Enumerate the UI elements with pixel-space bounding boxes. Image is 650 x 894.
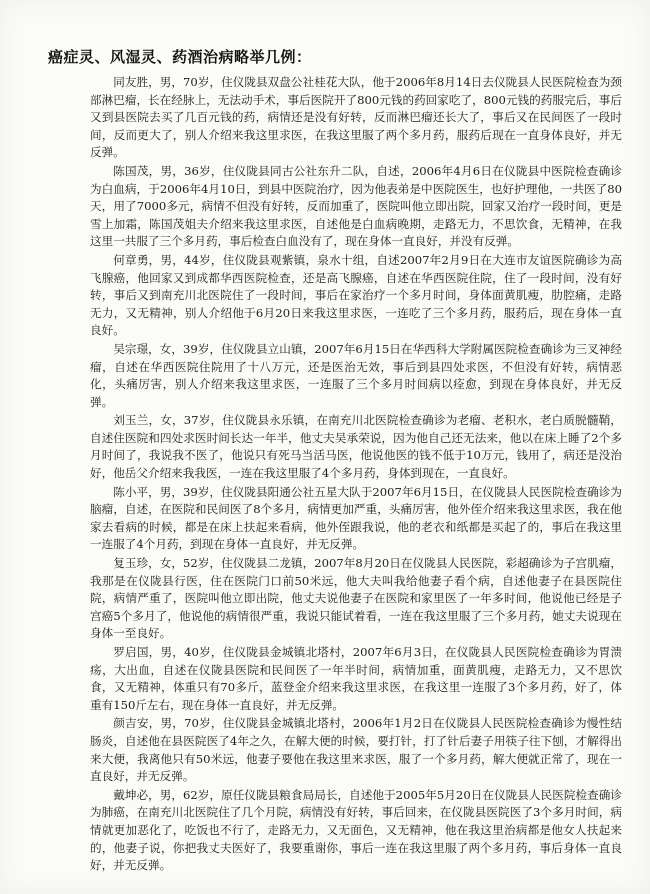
- case-paragraph: 陈小平，男，39岁，住仪陇县阳通公社五星大队于2007年6月15日，在仪陇县人民医院检查确诊为脑瘤，自述，在医院和民间医了8个多月，病情更加严重，头痛厉害，他外侄介绍来我这里求医，我在他家去看病的时候，都是在床上扶起来看病，他外侄跟我说，他的老衣和纸都是买起了的，事后在我这里一连服了4个月药，到现在身体一直良好，并无反弹。: [90, 484, 622, 552]
- case-paragraph: 颜吉安，男，70岁，住仪陇县金城镇北塔村，2006年1月2日在仪陇县人民医院检查确诊为慢性结肠炎，自述他在县医院医了4年之久，在解大便的时候，要打针，打了针后妻子用筷子往下刨，才解得出来大便，我离他只有50米远，他妻子要他在我这里来求医，服了一个多月药，解大便就正常了，现在一直良好，并无反弹。: [90, 716, 622, 784]
- case-paragraph: 陈国茂，男，36岁，住仪陇县同古公社东升二队，自述，2006年4月6日在仪陇县中医院检查确诊为白血病，于2006年4月10日，到县中医院治疗，因为他表弟是中医院医生，也好护理他，一共医了80天，用了7000多元，病情不但没有好转，反而加重了，医院叫他立即出院，回家又治疗一段时间，更是雪上加霜，陈国茂姐夫介绍来我这里求医，自述他是白血病晚期，走路无力，不思饮食，无精神，在我这里一共服了三个多月药，事后检查白血没有了，现在身体一直良好，并没有反弹。: [90, 163, 622, 249]
- case-paragraph: 罗启国，男，40岁，住仪陇县金城镇北塔村，2007年6月3日，在仪陇县人民医院检查确诊为胃溃疡，大出血，自述在仪陇县医院和民间医了一年半时间，病情加重，面黄肌瘦，走路无力，又不思饮食，又无精神，体重只有70多斤，蓝登金介绍来我这里求医，在我这里一连服了3个多月药，好了，体重有150斤左右，现在身体一直良好，并无反弹。: [90, 645, 622, 712]
- case-paragraph: 戴坤必，男，62岁，原任仪陇县粮食局局长，自述他于2005年5月20日在仪陇县人民医院检查确诊为肺癌，在南充川北医院住了几个月院，病情没有好转，事后回来，在仪陇县医院医了3个多月时间，病情就更加恶化了，吃饭也不行了，走路无力，又无面色，又无精神，他在我这里治病都是他女人扶起来的，他妻子说，你把我丈夫医好了，我要重谢你，事后一连在我这里服了两个多月药，事后身体一直良好，并无反弹。: [90, 787, 622, 873]
- case-paragraph: 同友胜，男，70岁，住仪陇县双盘公社桂花大队，他于2006年8月14日去仪陇县人民医院检查为颈部淋巴瘤，长在经脉上，无法动手术，事后医院开了800元钱的药回家吃了，800元钱的药服完后，事后又到县医院去买了几百元钱的药，病情还是没有好转，反而淋巴瘤还长大了，事后又在民间医了一段时间，反而更大了，别人介绍来我这里求医，在我这里服了两个多月药，服药后现在一直身体良好，并无反弹。: [90, 75, 622, 160]
- case-paragraph: 刘玉兰，女，37岁，住仪陇县永乐镇，在南充川北医院检查确诊为老瘤、老积水，老白质脱髓鞘，自述住医院和四处求医时间长达一年半，他丈夫吴承荣说，因为他自己还无法来，他以在床上睡了2个多月时间了，我说我不医了，他说只有死马当活马医，他说他医的钱不低于10万元，钱用了，病还是没治好，他岳父介绍来我我医，一连在我这里服了4个多月药，身体到现在，一直良好。: [90, 413, 622, 481]
- case-paragraph: 复玉珍，女，52岁，住仪陇县二龙镇，2007年8月20日在仪陇县人民医院，彩超确诊为子宫肌瘤，我那是在仪陇县行医，住在医院门口前50米远，他大夫叫我给他妻子看个病，自述他妻子在县医院住院，病情严重了，医院叫他立即出院，他丈夫说他妻子在医院和家里医了一年多时间，他说他已经是子宫癌5个多月了，他说他的病情很严重，我说只能试着看，一连在我这里服了三个多月药，她丈夫说现在身体一至良好。: [90, 556, 622, 641]
- document-title: 癌症灵、风湿灵、药酒治病略举几例：: [48, 48, 312, 66]
- case-paragraph: 吴宗璟，女，39岁，住仪陇县立山镇，2007年6月15日在华西科大学附属医院检查确诊为三叉神经瘤，自述在华西医院住院用了十八万元，还是医治无效，事后到县四处求医，不但没有好转，病情恶化，头痛厉害，别人介绍来我这里求医，一连服了三个多月时间病以痊愈，到现在身体良好，并无反弹。: [90, 341, 622, 409]
- document-body: [90, 74, 622, 875]
- case-paragraph: 何章勇，男，44岁，住仪陇县观紫镇，泉水十组，自述2007年2月9日在大连市友谊医院确诊为高飞腺癌，他回家又到成都华西医院检查，还是高飞腺癌，自述在华西医院住院，住了一段时间，没有好转，事后又到南充川北医院住了一段时间，事后在家治疗一个多月时间，身体面黄肌瘦，肋腔痛，走路无力，又无精神，别人介绍他于6月20日来我这里求医，一连吃了三个多月药，服药后，现在身体一直良好。: [90, 252, 622, 338]
